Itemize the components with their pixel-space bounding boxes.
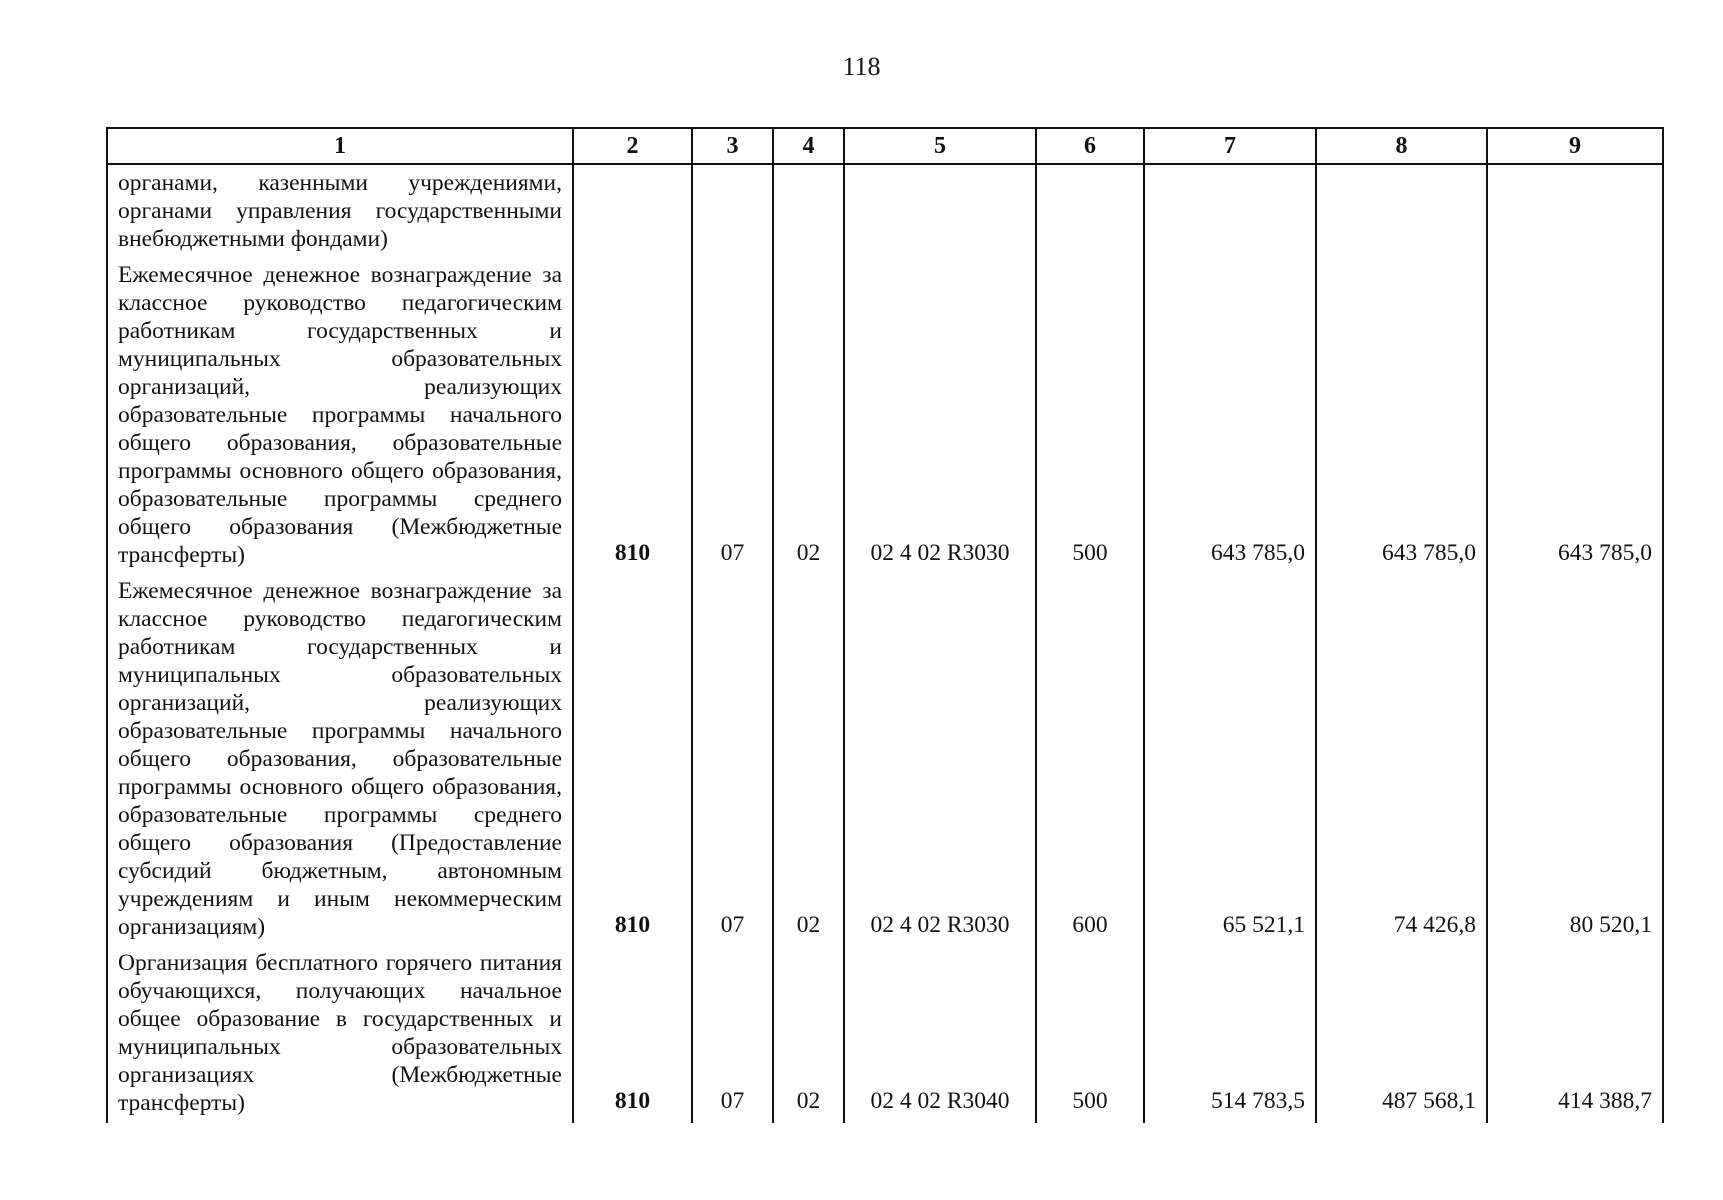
page-number: 118 [842,52,881,81]
header-col-8: 8 [1316,128,1487,164]
row-amount-year-2: 74 426,8 [1316,575,1487,947]
row-amount-year-1: 514 783,5 [1144,947,1316,1123]
table-row [107,259,1663,575]
row-amount-year-3: 80 520,1 [1487,575,1663,947]
row-name: Ежемесячное денежное вознаграждение за классное руководство педагогическим работникам государственных и муниципальных образовательных организаций, реализующих образовательные программы начального общего образования, образовательные программы основного общего образования, образовательные программы среднего общего образования (Межбюджетные трансферты) [107,259,573,575]
header-col-7: 7 [1144,128,1316,164]
header-col-2: 2 [573,128,692,164]
empty-cell [1036,164,1144,259]
row-grbs-code: 810 [573,947,692,1123]
row-subsection-code: 02 [773,575,844,947]
row-target-article-code: 02 4 02 R3030 [844,575,1036,947]
row-name: Организация бесплатного горячего питания обучающихся, получающих начальное общее образование в государственных и муниципальных образовательных организациях (Межбюджетные трансферты) [107,947,573,1123]
row-section-code: 07 [692,575,773,947]
row-amount-year-3: 414 388,7 [1487,947,1663,1123]
row-subsection-code: 02 [773,947,844,1123]
empty-cell [1316,164,1487,259]
row-target-article-code: 02 4 02 R3030 [844,259,1036,575]
row-grbs-code: 810 [573,575,692,947]
header-col-1: 1 [107,128,573,164]
table-row [107,575,1663,947]
budget-table [106,127,1664,1123]
header-col-4: 4 [773,128,844,164]
row-amount-year-1: 643 785,0 [1144,259,1316,575]
row-expense-type-code: 500 [1036,947,1144,1123]
empty-cell [773,164,844,259]
header-col-9: 9 [1487,128,1663,164]
table-row-continuation [107,164,1663,259]
empty-cell [844,164,1036,259]
row-amount-year-3: 643 785,0 [1487,259,1663,575]
row-grbs-code: 810 [573,259,692,575]
row-expense-type-code: 500 [1036,259,1144,575]
empty-cell [573,164,692,259]
empty-cell [692,164,773,259]
header-col-6: 6 [1036,128,1144,164]
table-header [107,128,1663,164]
table-body [107,164,1663,1123]
header-col-5: 5 [844,128,1036,164]
empty-cell [1144,164,1316,259]
row-section-code: 07 [692,259,773,575]
row-amount-year-2: 643 785,0 [1316,259,1487,575]
row-section-code: 07 [692,947,773,1123]
row-name: Ежемесячное денежное вознаграждение за классное руководство педагогическим работникам государственных и муниципальных образовательных организаций, реализующих образовательные программы начального общего образования, образовательные программы основного общего образования, образовательные программы среднего общего образования (Предоставление субсидий бюджетным, автономным учреждениям и иным некоммерческим организациям) [107,575,573,947]
header-col-3: 3 [692,128,773,164]
row-expense-type-code: 600 [1036,575,1144,947]
empty-cell [1487,164,1663,259]
header-row [107,128,1663,164]
table-row [107,947,1663,1123]
budget-table-container [106,127,1662,1123]
row-amount-year-1: 65 521,1 [1144,575,1316,947]
row-target-article-code: 02 4 02 R3040 [844,947,1036,1123]
row-amount-year-2: 487 568,1 [1316,947,1487,1123]
row-subsection-code: 02 [773,259,844,575]
row-name: органами, казенными учреждениями, органами управления государственными внебюджетными фондами) [107,164,573,259]
